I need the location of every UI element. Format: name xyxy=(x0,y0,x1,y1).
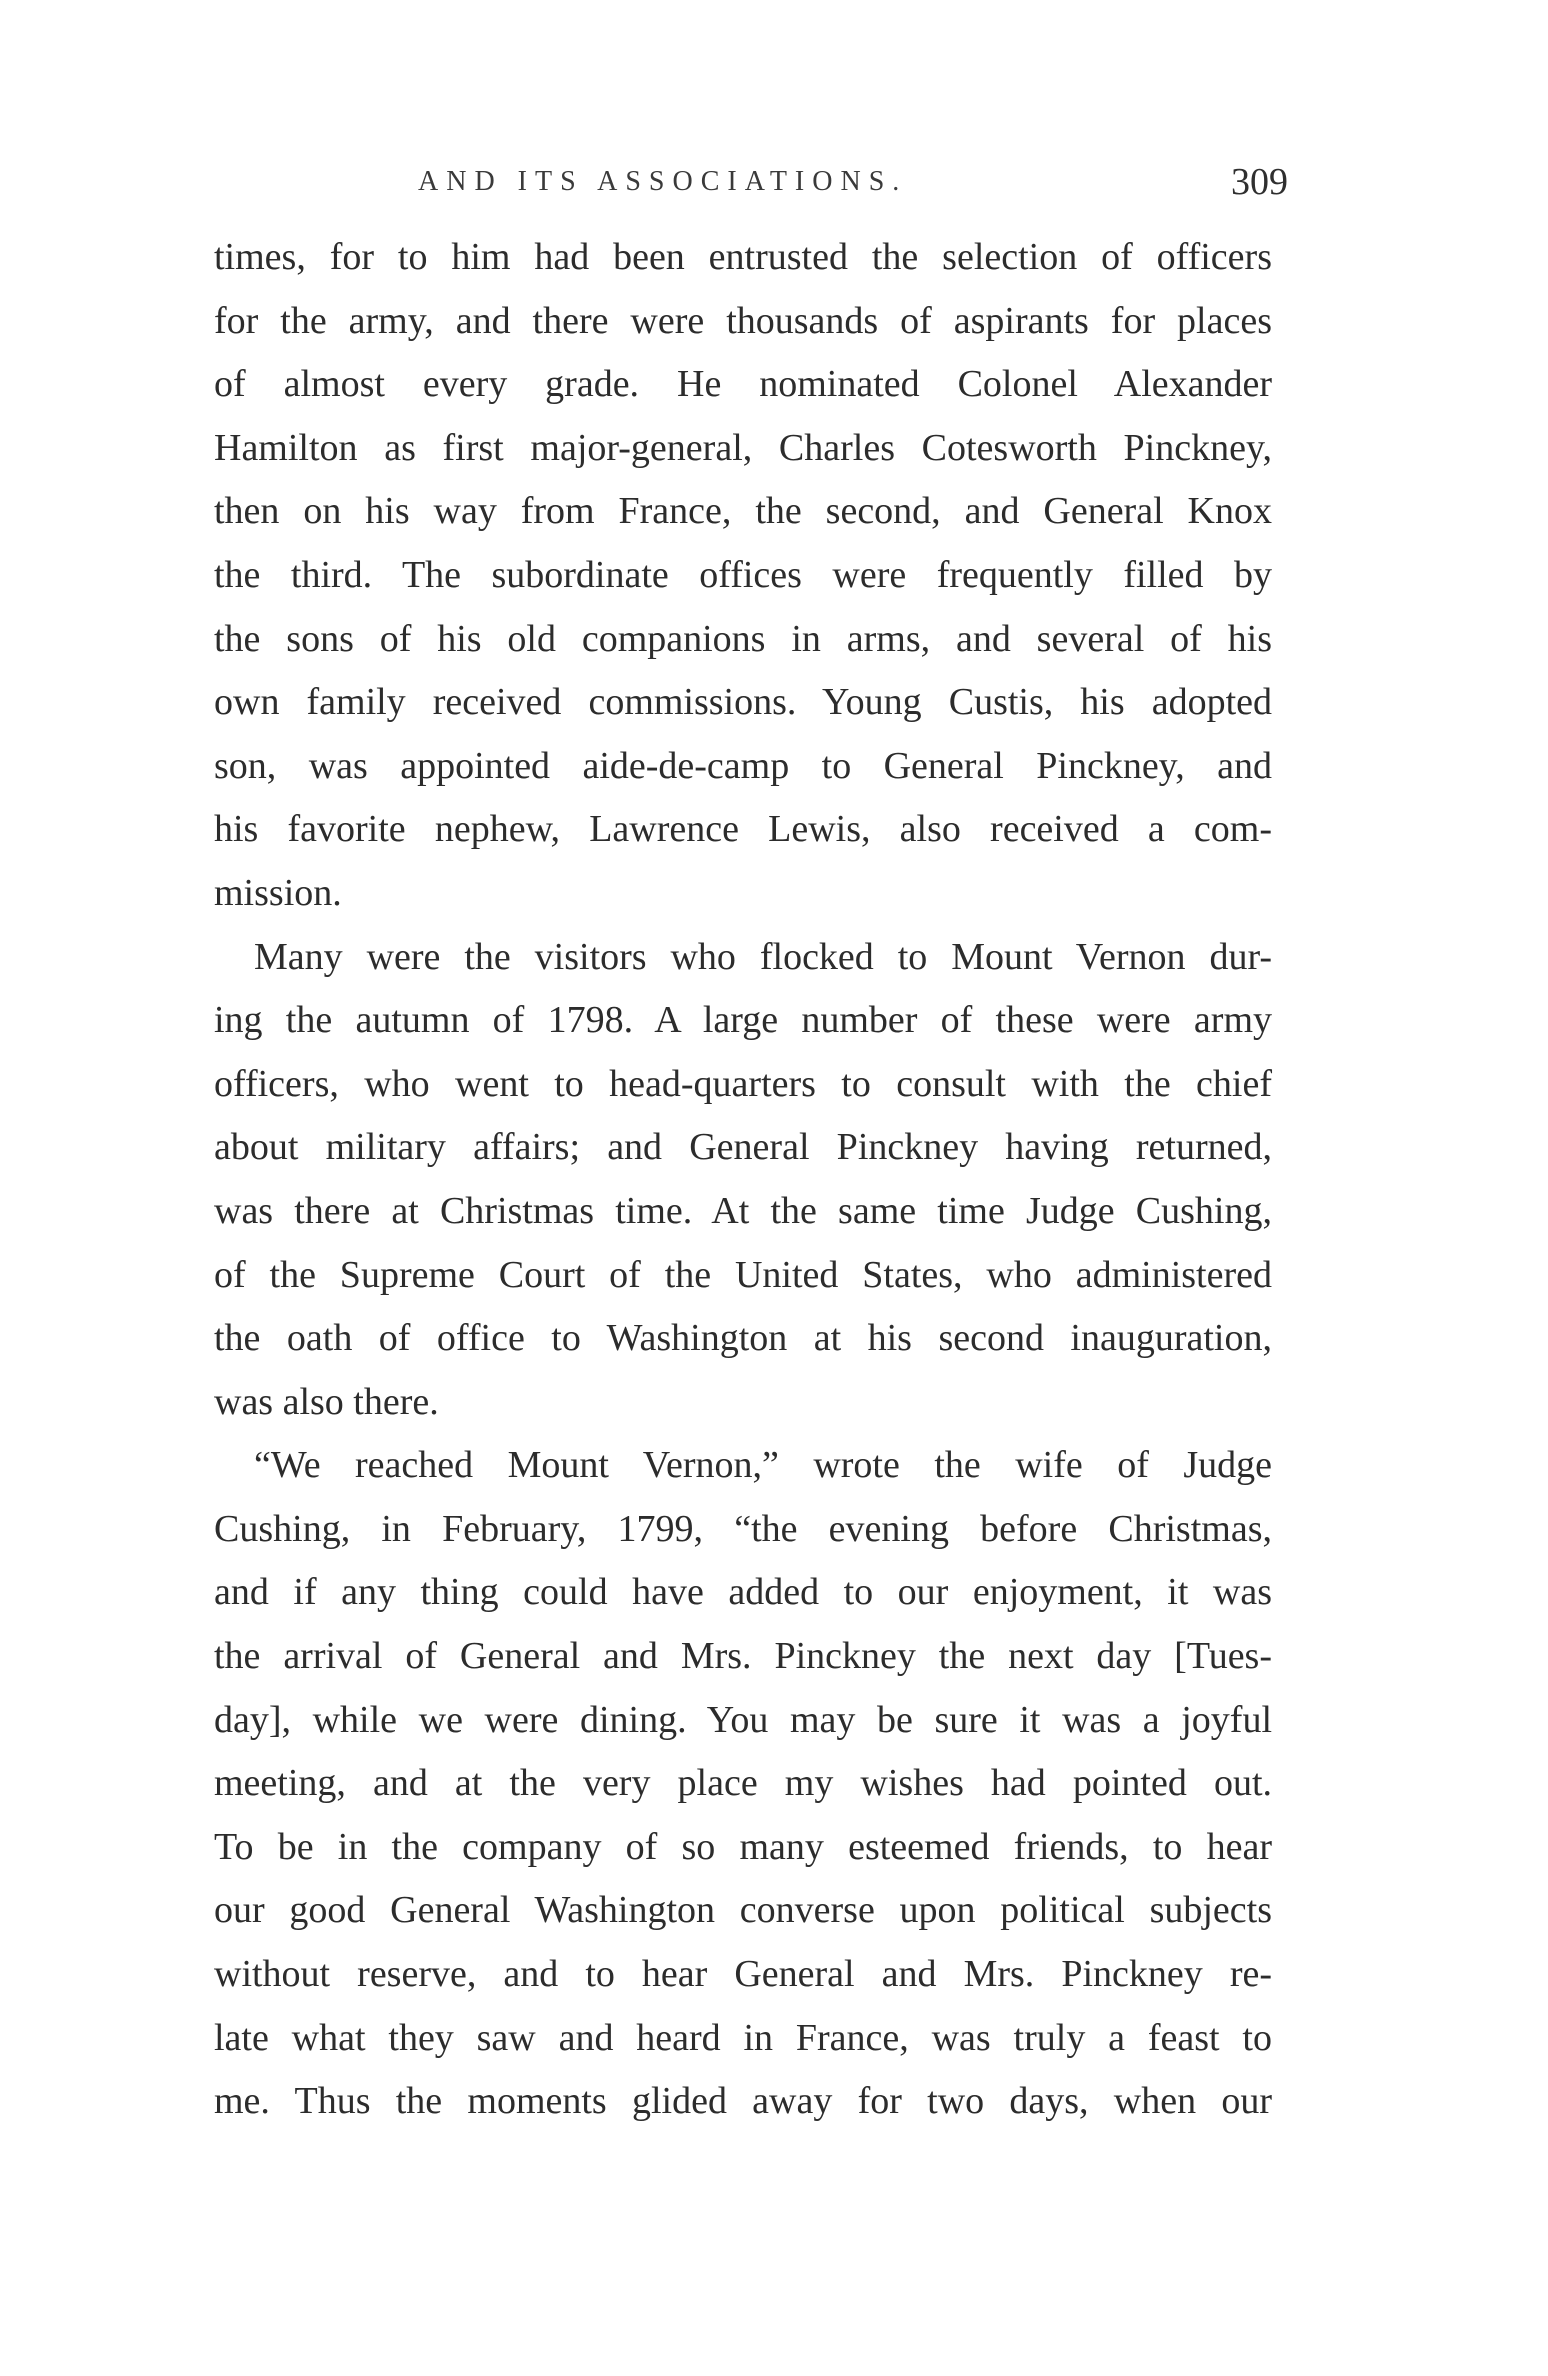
paragraph-end-line: was also there. xyxy=(214,1380,439,1423)
text-line: ing the autumn of 1798. A large number of these were army xyxy=(214,999,1272,1042)
text-line: Cushing, in February, 1799, “the evening before Christmas, xyxy=(214,1507,1272,1550)
text-line: of the Supreme Court of the United States, who administered xyxy=(214,1253,1272,1296)
text-line: then on his way from France, the second, and General Knox xyxy=(214,490,1272,533)
running-head xyxy=(418,161,1288,206)
text-line: for the army, and there were thousands of aspirants for places xyxy=(214,299,1272,342)
text-line: was there at Christmas time. At the same time Judge Cushing, xyxy=(214,1189,1272,1232)
text-line: own family received commissions. Young Custis, his adopted xyxy=(214,681,1272,724)
text-line: son, was appointed aide-de-camp to General Pinckney, and xyxy=(214,744,1272,787)
text-line: officers, who went to head-quarters to consult with the chief xyxy=(214,1062,1272,1105)
text-line: late what they saw and heard in France, was truly a feast to xyxy=(214,2016,1272,2059)
text-line: Hamilton as first major-general, Charles Cotesworth Pinckney, xyxy=(214,426,1272,469)
paragraph-end-line: mission. xyxy=(214,871,342,914)
text-line: meeting, and at the very place my wishes had pointed out. xyxy=(214,1762,1272,1805)
text-line: the oath of office to Washington at his second inauguration, xyxy=(214,1317,1272,1360)
running-title: AND ITS ASSOCIATIONS. xyxy=(418,166,908,197)
text-line: times, for to him had been entrusted the selection of officers xyxy=(214,236,1272,278)
text-line: his favorite nephew, Lawrence Lewis, also received a com- xyxy=(214,808,1272,851)
text-line: without reserve, and to hear General and Mrs. Pinckney re- xyxy=(214,1953,1272,1996)
text-line: day], while we were dining. You may be sure it was a joyful xyxy=(214,1698,1272,1741)
text-line: of almost every grade. He nominated Colonel Alexander xyxy=(214,363,1272,406)
text-line: the third. The subordinate offices were frequently filled by xyxy=(214,553,1272,596)
text-line: the arrival of General and Mrs. Pinckney the next day [Tues- xyxy=(214,1635,1272,1678)
body-text xyxy=(214,226,1272,2134)
paragraph-first-line: “We reached Mount Vernon,” wrote the wife of Judge xyxy=(254,1444,1272,1487)
page-number: 309 xyxy=(1231,161,1288,203)
paragraph-first-line: Many were the visitors who flocked to Mount Vernon dur- xyxy=(254,935,1272,978)
text-line: the sons of his old companions in arms, and several of his xyxy=(214,617,1272,660)
text-line: me. Thus the moments glided away for two days, when our xyxy=(214,2080,1272,2123)
text-line: To be in the company of so many esteemed friends, to hear xyxy=(214,1825,1272,1868)
text-line: and if any thing could have added to our enjoyment, it was xyxy=(214,1571,1272,1614)
text-line: our good General Washington converse upon political subjects xyxy=(214,1889,1272,1932)
text-line: about military affairs; and General Pinckney having returned, xyxy=(214,1126,1272,1169)
